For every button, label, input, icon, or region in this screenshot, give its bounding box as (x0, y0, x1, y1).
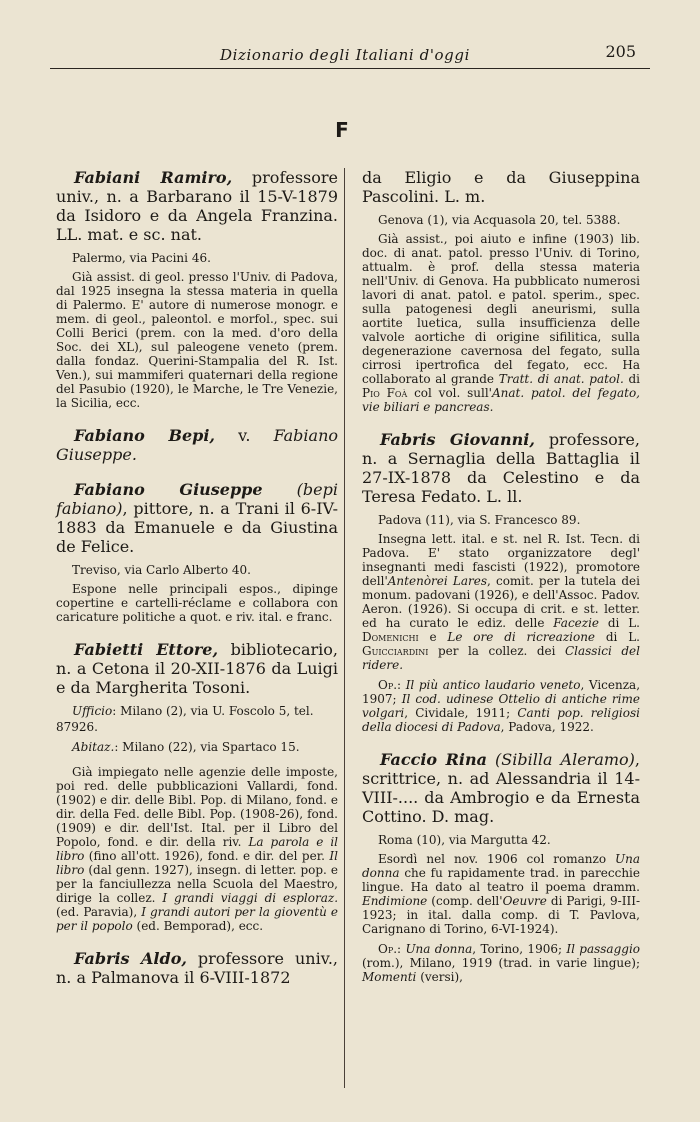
entry-office-address: Ufficio: Milano (2), via U. Foscolo 5, tel. 87926. (56, 704, 314, 734)
entry-fabiano-bepi (56, 426, 338, 464)
running-header (50, 38, 650, 69)
entry-fabiano-giuseppe (56, 480, 338, 624)
entry-biography: Esordì nel nov. 1906 col romanzo Una donna che fu rapidamente trad. in parecchie lingue. Ha dato al teatro il poema dramm. Endimione (comp. dell'Oeuvre di Parigi, 9-III-1923; in ital. dalla comp. di T. Pavlova, Carignano di Torino, 6-VI-1924). (362, 852, 641, 936)
entry-name: Fabris Aldo, (74, 949, 187, 968)
entry-name: Fabiano Giuseppe (74, 480, 263, 499)
entry-name: Faccio Rina (380, 750, 487, 769)
entry-biography: Già assist. di geol. presso l'Univ. di Padova, dal 1925 insegna la stessa materia in quella di Palermo. E' autore di numerose monogr. e mem. di geol., paleontol. e morfol., spec. sui Colli Berici (prem. con la med. d'oro della Soc. dei XL), sul paleogene veneto (prem. dalla fondaz. Querini-Stampalia del R. Ist. Ven.), sui mammiferi quaternari della regione del Pasubio (1920), le Marche, le Tre Venezie, la Sicilia, ecc. (56, 270, 338, 410)
entry-address: Roma (10), via Margutta 42. (378, 833, 551, 847)
entry-works: Op.: Il più antico laudario veneto, Vicenza, 1907; Il cod. udinese Ottelio di antiche rime volgari, Cividale, 1911; Canti pop. religiosi della diocesi di Padova, Padova, 1922. (362, 678, 641, 734)
works-label: Op. (378, 678, 398, 692)
entry-intro: professore, n. a Sernaglia della Battaglia il 27-IX-1878 da Celestino e da Teresa Fedato. L. ll. (362, 430, 640, 506)
home-label: Abitaz. (72, 740, 115, 754)
entry-faccio-rina (362, 750, 640, 984)
column-divider (344, 168, 345, 1088)
header-title: Dizionario degli Italiani d'oggi (220, 46, 470, 64)
entry-fabris-aldo (56, 949, 338, 987)
office-label: Ufficio (72, 704, 113, 718)
right-column (362, 168, 640, 1000)
entry-fabietti-ettore (56, 640, 338, 933)
entry-name: Fabiani Ramiro, (74, 168, 233, 187)
entry-biography: Già impiegato nelle agenzie delle imposte, poi red. delle pubblicazioni Vallardi, fond. (1902) e dir. delle Bibl. Pop. di Milano, fond. e dir. della Fed. delle Bibl. Pop. (1908-26), fond. (1909) e dir. dell'Ist. Ital. per il Libro del Popolo, fond. e dir. della riv. La parola e il libro (fino all'ott. 1926), fond. e dir. del per. Il libro (dal genn. 1927), insegn. di letter. pop. e per la fanciullezza nella Scuola del Maestro, dirige la collez. I grandi viaggi di esploraz. (ed. Paravia), I grandi autori per la gioventù e per il popolo (ed. Bemporad), ecc. (56, 765, 339, 933)
left-column (56, 168, 338, 1003)
works-label: Op. (378, 942, 398, 956)
entry-address: Genova (1), via Acquasola 20, tel. 5388. (378, 213, 621, 227)
entry-name: Fabiano Bepi, (74, 426, 215, 445)
entry-home-address: Abitaz.: Milano (22), via Spartaco 15. (72, 740, 300, 754)
entry-biography: Espone nelle principali espos., dipinge copertine e cartelli-réclame e collabora con caricature politiche a quot. e riv. ital. e franc. (56, 582, 338, 624)
entry-works: Op.: Una donna, Torino, 1906; Il passaggio (rom.), Milano, 1919 (trad. in varie lingue); Momenti (versi), (362, 942, 641, 984)
entry-fabiani-ramiro (56, 168, 338, 410)
entry-fabris-giovanni (362, 430, 640, 734)
page-number: 205 (605, 42, 636, 61)
entry-name: Fabris Giovanni, (380, 430, 535, 449)
entry-intro: professore univ., n. a Palmanova il 6-VIII-1872 (56, 949, 339, 987)
entry-address: Padova (11), via S. Francesco 89. (378, 513, 581, 527)
entry-biography: Già assist., poi aiuto e infine (1903) lib. doc. di anat. patol. presso l'Univ. di Torino, attualm. è prof. della stessa materia nell'Univ. di Genova. Ha pubblicato numerosi lavori di anat. patol. e patol. sperim., spec. sulla patogenesi degli aneurismi, sulla aortite luetica, sulla insufficienza delle valvole aortiche di origine sifilitica, sulla degenerazione cavernosa del fegato, sulla cirrosi ipertrofica del fegato, ecc. Ha collaborato al grande Tratt. di anat. patol. di Pio Foà col vol. sull'Anat. patol. del fegato, vie biliari e pancreas. (362, 232, 641, 414)
section-letter: F (335, 118, 349, 142)
entry-intro: , pittore, n. a Trani il 6-IV-1883 da Emanuele e da Giustina de Felice. (56, 499, 338, 556)
entry-address: Treviso, via Carlo Alberto 40. (72, 563, 251, 577)
entry-intro: bibliotecario, n. a Cetona il 20-XII-1876 da Luigi e da Margherita Tosoni. (56, 640, 338, 697)
entry-name: Fabietti Ettore, (74, 640, 219, 659)
entry-intro: , scrittrice, n. ad Alessandria il 14-VIII-.... da Ambrogio e da Ernesta Cottino. D. mag. (362, 750, 640, 826)
entry-alias: (bepi fabiano) (56, 480, 338, 518)
entry-intro: professore univ., n. a Barbarano il 15-V-1879 da Isidoro e da Angela Franzina. LL. mat. e sc. nat. (56, 168, 338, 244)
cross-reference-target: Fabiano Giuseppe. (56, 426, 338, 464)
entry-biography: Insegna lett. ital. e st. nel R. Ist. Tecn. di Padova. E' stato organizzatore degl' insegnanti medi fascisti (1922), promotore dell'Antenòrei Lares, comit. per la tutela dei monum. padovani (1926), e dell'Assoc. Padov. Aeron. (1926). Si occupa di crit. e st. letter. ed ha curato le ediz. delle Facezie di L. Domenichi e Le ore di ricreazione di L. Guicciardini per la collez. dei Classici del ridere. (362, 532, 641, 672)
entry-address: Palermo, via Pacini 46. (72, 251, 211, 265)
entry-alias: (Sibilla Aleramo) (495, 750, 635, 769)
entry-fabris-aldo-continued (362, 168, 640, 414)
entry-intro: da Eligio e da Giuseppina Pascolini. L. m. (362, 168, 640, 206)
cross-reference-prefix: v. (215, 426, 274, 445)
